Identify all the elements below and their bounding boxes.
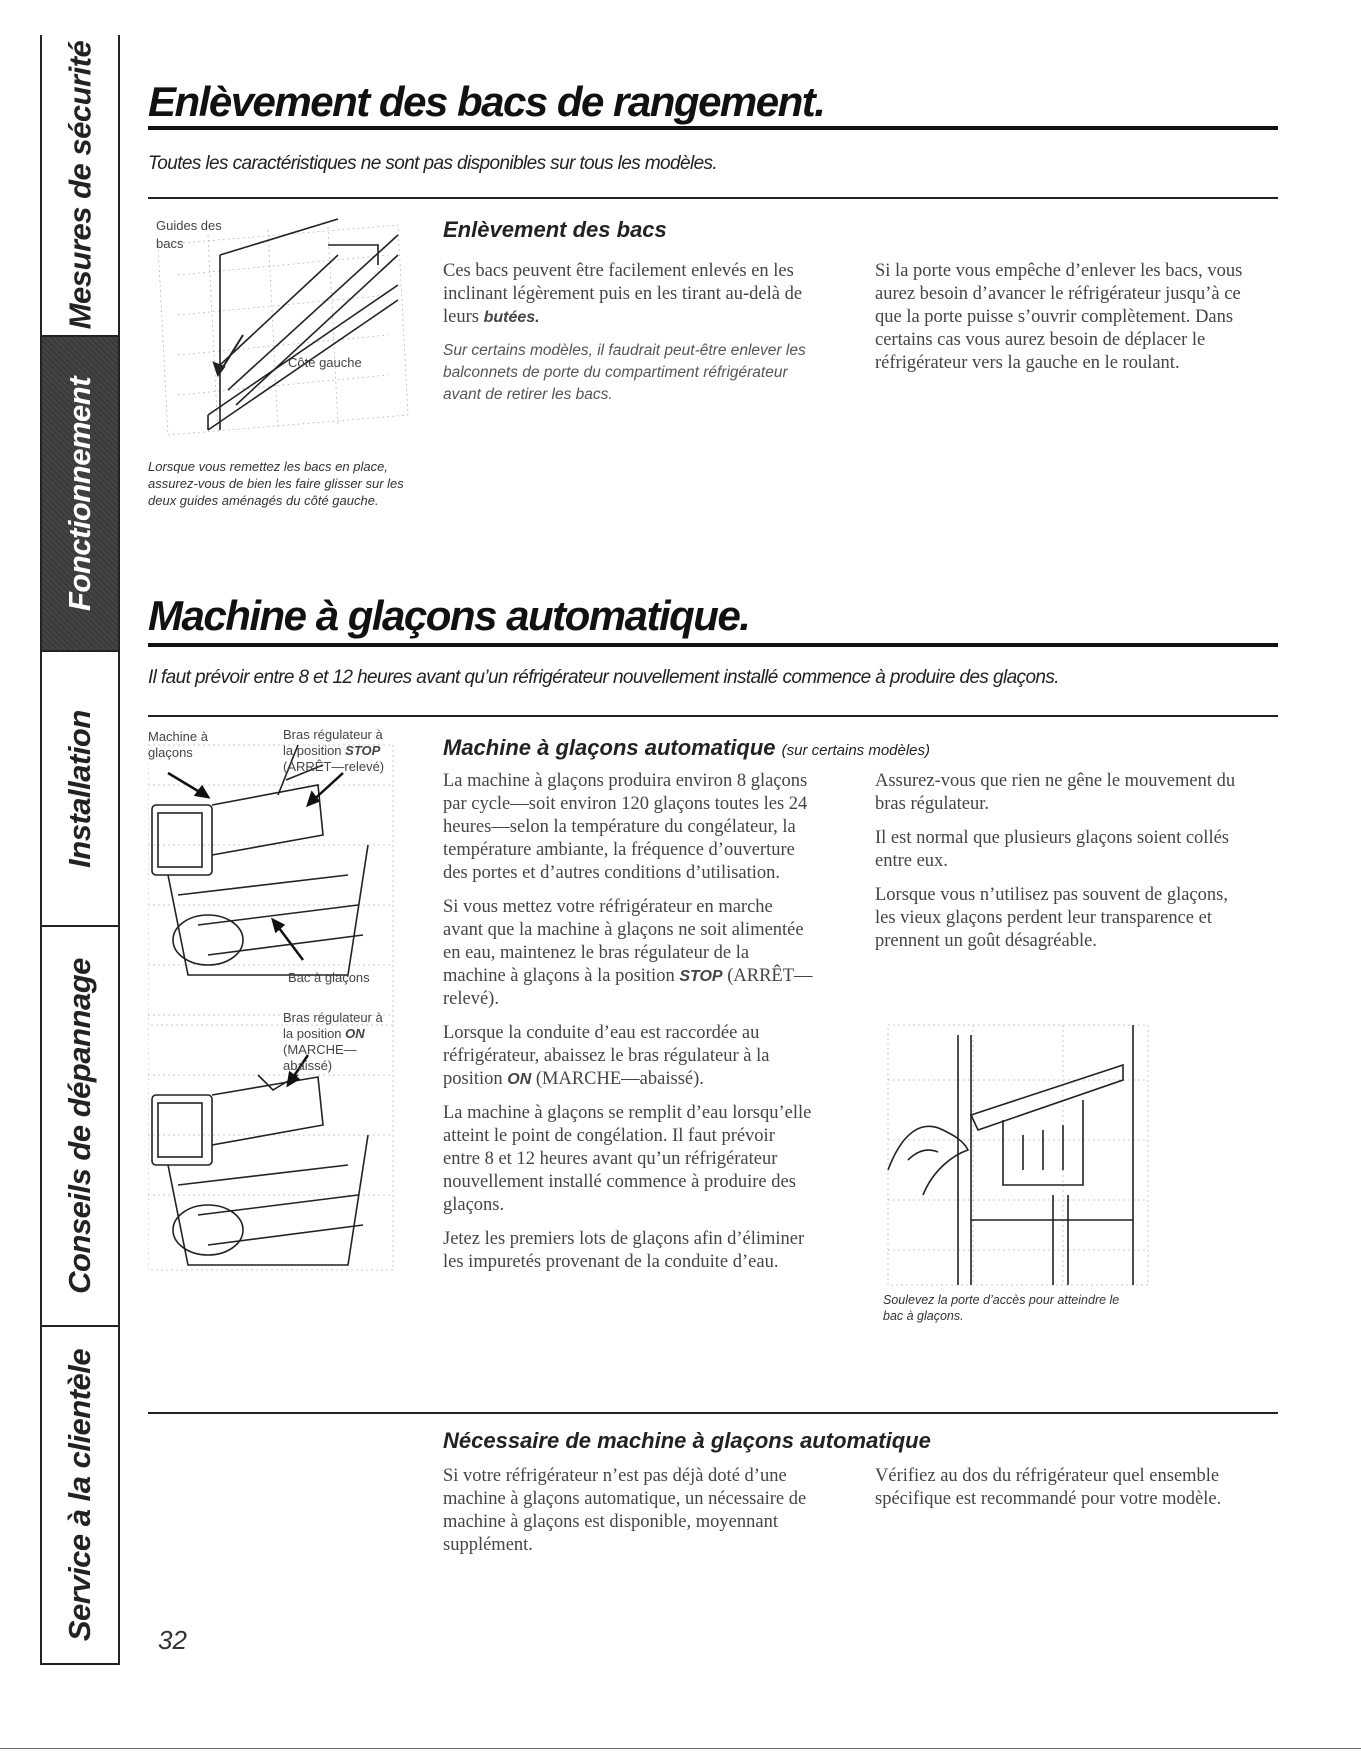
emphasis: butées.	[483, 309, 540, 326]
page-number: 32	[158, 1625, 187, 1655]
icemaker-illustration	[148, 725, 398, 1285]
tab-installation[interactable]	[42, 650, 118, 925]
divider	[148, 643, 1278, 647]
access-door-figure	[883, 1020, 1153, 1290]
label-emphasis: ON	[345, 1026, 365, 1041]
text-column	[443, 770, 813, 1285]
tab-label: Fonctionnement	[62, 376, 98, 611]
paragraph-note: Sur certains modèles, il faudrait peut-être enlever les balconnets de porte du compartiment réfrigérateur avant de retirer les bacs.	[443, 342, 806, 403]
section-title: Enlèvement des bacs de rangement.	[148, 78, 825, 125]
label-text: la position	[283, 1026, 342, 1041]
tab-service-a-la-clientele[interactable]	[42, 1325, 118, 1663]
paragraph: Si votre réfrigérateur n’est pas déjà doté d’une machine à glaçons automatique, un nécessaire de machine à glaçons est disponible, moyennant supplément.	[443, 1466, 807, 1555]
paragraph-text: (MARCHE—abaissé).	[531, 1069, 704, 1089]
text-column	[875, 260, 1265, 386]
label-bras-on: abaissé)	[283, 1058, 333, 1073]
paragraph: Vérifiez au dos du réfrigérateur quel ensemble spécifique est recommandé pour votre modèle.	[875, 1466, 1222, 1509]
bin-guides-figure	[148, 215, 418, 455]
paragraph-text: Lorsque la conduite d’eau est raccordée au réfrigérateur, abaissez le bras régulateur à la position	[443, 1023, 770, 1089]
figure-caption: Lorsque vous remettez les bacs en place, assurez-vous de bien les faire glisser sur les deux guides aménagés du côté gauche.	[148, 459, 404, 508]
label-bac: Bac à glaçons	[288, 970, 370, 985]
label-bras-on	[283, 1026, 365, 1041]
text-column	[875, 1465, 1265, 1522]
paragraph	[443, 896, 813, 1011]
icemaker-figure	[148, 725, 398, 1285]
label-bras-stop: Bras régulateur à	[283, 727, 383, 742]
emphasis: ON	[507, 1071, 532, 1088]
paragraph: Si la porte vous empêche d’enlever les bacs, vous aurez besoin d’avancer le réfrigérateur jusqu’à ce que la porte puisse s’ouvrir complètement. Dans certains cas vous aurez besoin de déplacer le réfrigérateur vers la gauche en le roulant.	[875, 261, 1243, 373]
paragraph: La machine à glaçons se remplit d’eau lorsqu’elle atteint le point de congélation. Il faut prévoir entre 8 et 12 heures avant qu’un réfrigérateur nouvellement installé commence à produire des glaçons.	[443, 1103, 812, 1215]
subheading: Enlèvement des bacs	[443, 217, 667, 242]
label-bras-on: Bras régulateur à	[283, 1010, 383, 1025]
paragraph-text: (ARRÊT—relevé).	[443, 966, 813, 1009]
label-bras-on: (MARCHE—	[283, 1042, 357, 1057]
label-bacs: bacs	[156, 236, 184, 251]
subheading-text: Machine à glaçons automatique	[443, 735, 776, 760]
paragraph: Il est normal que plusieurs glaçons soient collés entre eux.	[875, 828, 1229, 871]
section-intro: Il faut prévoir entre 8 et 12 heures avant qu’un réfrigérateur nouvellement installé commence à produire des glaçons.	[148, 667, 1059, 688]
section-tabs	[40, 35, 120, 1665]
paragraph: La machine à glaçons produira environ 8 glaçons par cycle—soit environ 120 glaçons toutes les 24 heures—selon la température du congélateur, la température ambiante, la fréquence d’ouverture des portes et d’autres conditions d’utilisation.	[443, 771, 808, 883]
label-machine: glaçons	[148, 745, 193, 760]
label-emphasis: STOP	[345, 743, 381, 758]
paragraph: Jetez les premiers lots de glaçons afin d’éliminer les impuretés provenant de la conduite d’eau.	[443, 1229, 805, 1272]
section-intro: Toutes les caractéristiques ne sont pas disponibles sur tous les modèles.	[148, 153, 718, 174]
text-column	[443, 260, 813, 417]
tab-conseils-de-depannage[interactable]	[42, 925, 118, 1325]
tab-label: Conseils de dépannage	[62, 958, 98, 1294]
subheading-note: (sur certains modèles)	[781, 742, 931, 759]
paragraph: Assurez-vous que rien ne gêne le mouvement du bras régulateur.	[875, 771, 1236, 814]
paragraph-text: Ces bacs peuvent être facilement enlevés en les inclinant légèrement puis en les tirant au-delà de leurs	[443, 261, 803, 327]
label-bras-stop	[283, 743, 380, 758]
emphasis: STOP	[679, 968, 723, 985]
text-column	[875, 770, 1245, 964]
subheading	[443, 735, 930, 761]
text-column	[443, 1465, 813, 1568]
label-cote-gauche: Côté gauche	[288, 355, 362, 370]
label-machine: Machine à	[148, 729, 208, 744]
divider	[148, 1412, 1278, 1414]
bin-guides-illustration	[148, 215, 418, 455]
label-guides: Guides des	[156, 218, 222, 233]
paragraph: Lorsque vous n’utilisez pas souvent de glaçons, les vieux glaçons perdent leur transparence et prennent un goût désagréable.	[875, 885, 1228, 951]
access-door-illustration	[883, 1020, 1153, 1290]
subheading: Nécessaire de machine à glaçons automatique	[443, 1428, 931, 1453]
label-text: la position	[283, 743, 342, 758]
paragraph-text: Si vous mettez votre réfrigérateur en marche avant que la machine à glaçons ne soit alimentée en eau, maintenez le bras régulateur de la machine à glaçons à la position	[443, 897, 804, 986]
tab-fonctionnement[interactable]	[42, 335, 118, 650]
figure-caption: Soulevez la porte d’accès pour atteindre le bac à glaçons.	[883, 1293, 1120, 1323]
divider	[148, 715, 1278, 717]
paragraph	[443, 260, 813, 329]
tab-label: Service à la clientèle	[62, 1348, 97, 1642]
label-bras-stop: (ARRÊT—relevé)	[283, 759, 385, 774]
section-title: Machine à glaçons automatique.	[148, 592, 750, 639]
tab-label: Mesures de sécurité	[62, 40, 97, 330]
footer-rule	[0, 1748, 1361, 1749]
divider	[148, 126, 1278, 130]
tab-label: Installation	[62, 709, 98, 868]
divider	[148, 197, 1278, 199]
tab-mesures-de-securite[interactable]	[42, 35, 118, 335]
paragraph	[443, 1022, 813, 1091]
